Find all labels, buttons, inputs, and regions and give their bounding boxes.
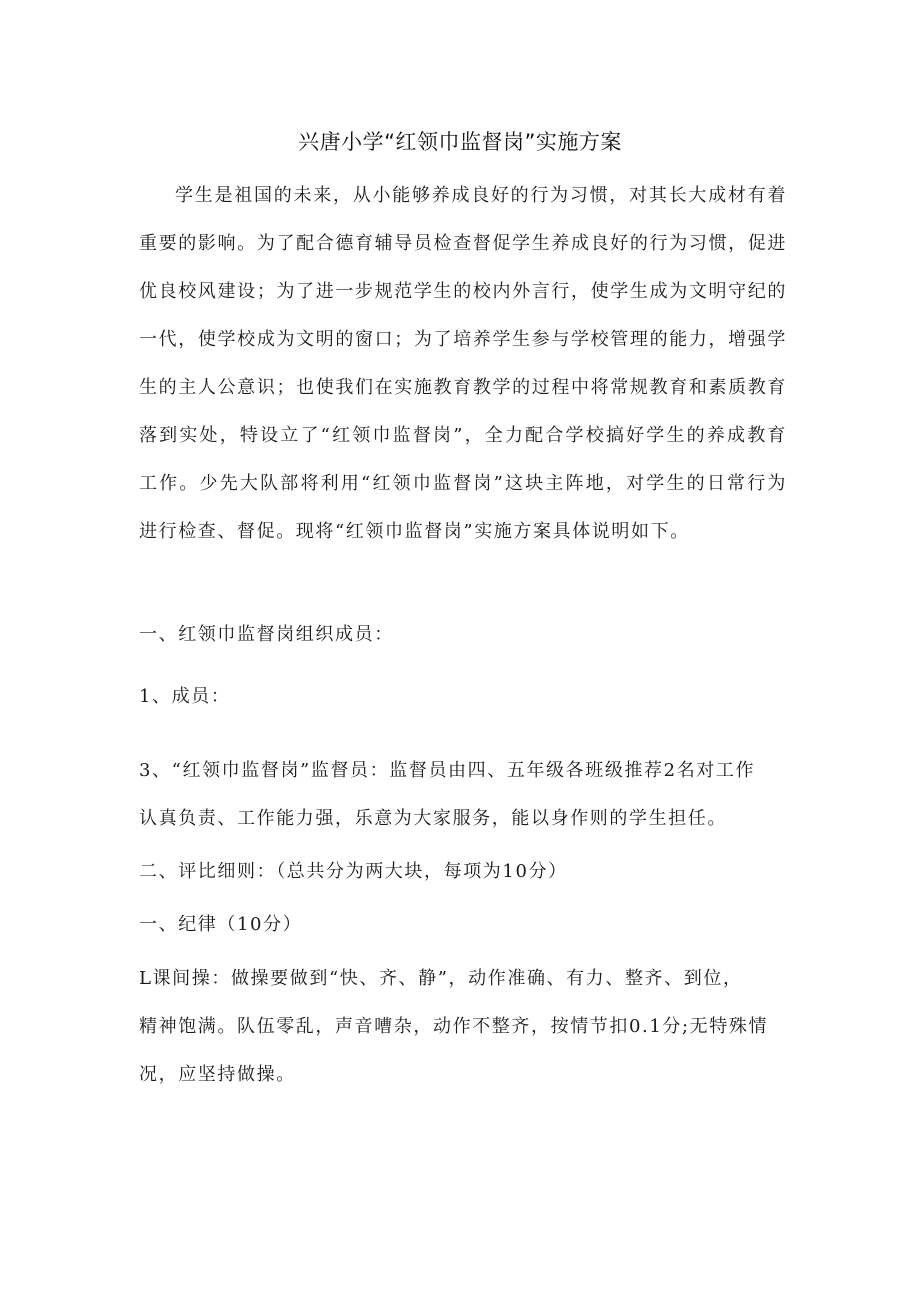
exercise-rule-line3: 况，应坚持做操。 <box>139 1064 296 1085</box>
document-title: 兴唐小学“红领巾监督岗”实施方案 <box>298 130 622 154</box>
item-supervisor-line1: 3、“红领巾监督岗”监督员：监督员由四、五年级各班级推荐2名对工作 <box>139 760 756 781</box>
item-supervisor-line2: 认真负责、工作能力强，乐意为大家服务，能以身作则的学生担任。 <box>139 808 727 829</box>
section1-heading: 一、红领巾监督岗组织成员： <box>139 624 394 645</box>
exercise-rule-line1: L课间操：做操要做到“快、齐、静”，动作准确、有力、整齐、到位， <box>139 968 743 989</box>
section2-heading: 二、评比细则：（总共分为两大块，每项为10分） <box>139 861 568 882</box>
exercise-rule-line2: 精神饱满。队伍零乱，声音嘈杂，动作不整齐，按情节扣0.1分;无特殊情 <box>139 1016 769 1037</box>
discipline-heading: 一、纪律（10分） <box>139 914 303 935</box>
intro-paragraph: 学生是祖国的未来，从小能够养成良好的行为习惯，对其长大成材有着重要的影响。为了配合德育辅导员检查督促学生养成良好的行为习惯，促进优良校风建设；为了进一步规范学生的校内外言行，使学生成为文明守纪的一代，使学校成为文明的窗口；为了培养学生参与学校管理的能力，增强学生的主人公意识；也使我们在实施教育教学的过程中将常规教育和素质教育落到实处，特设立了“红领巾监督岗”，全力配合学校搞好学生的养成教育工作。少先大队部将利用“红领巾监督岗”这块主阵地，对学生的日常行为进行检查、督促。现将“红领巾监督岗”实施方案具体说明如下。 <box>139 185 787 542</box>
item-members: 1、成员： <box>139 686 231 707</box>
